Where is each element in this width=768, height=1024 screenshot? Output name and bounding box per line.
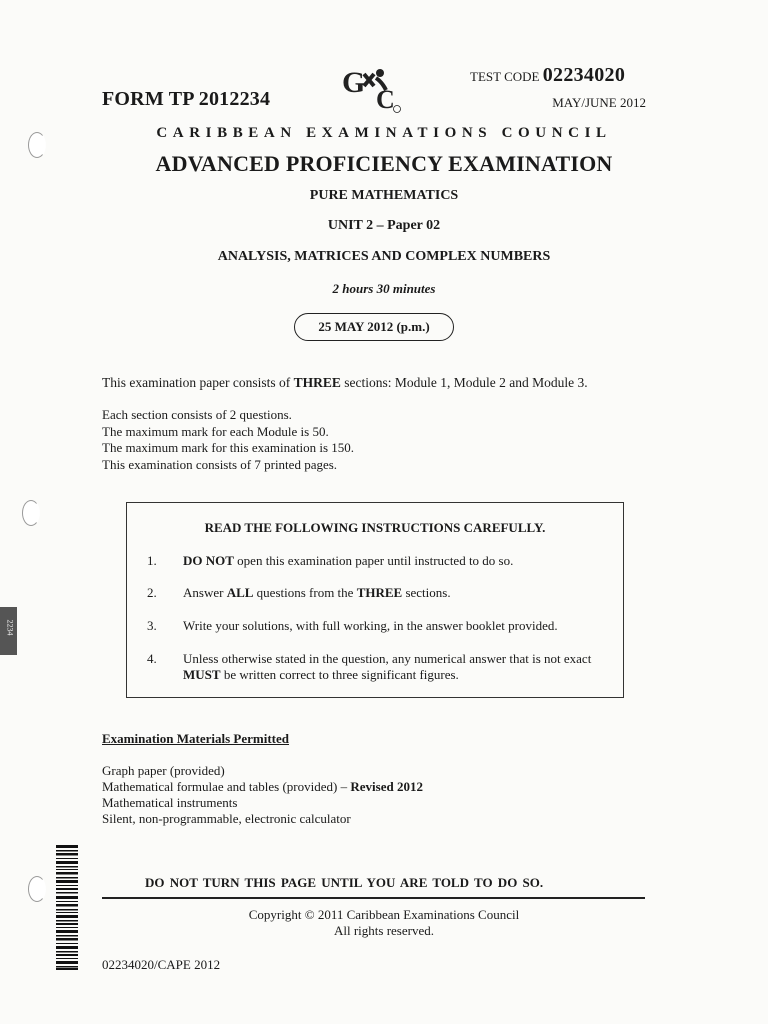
test-code: TEST CODE 02234020: [470, 64, 626, 86]
materials-heading: Examination Materials Permitted: [102, 731, 290, 746]
subject: PURE MATHEMATICS: [309, 188, 459, 203]
detail-line: Each section consists of 2 questions.: [102, 407, 292, 422]
unit: UNIT 2 – Paper 02: [327, 218, 441, 233]
do-not-turn-warning: DO NOT TURN THIS PAGE UNTIL YOU ARE TOLD TO DO SO.: [145, 875, 544, 890]
exam-details: [102, 407, 354, 473]
punch-hole: [28, 876, 46, 902]
exam-date: 25 MAY 2012 (p.m.): [294, 313, 454, 341]
detail-line: The maximum mark for each Module is 50.: [102, 423, 329, 439]
instructions-heading: READ THE FOLLOWING INSTRUCTIONS CAREFULLY.: [204, 520, 546, 535]
cxc-logo-icon: [342, 64, 406, 114]
paper-title: ANALYSIS, MATRICES AND COMPLEX NUMBERS: [217, 249, 551, 264]
materials-list: [102, 763, 423, 827]
material-item: Mathematical instruments: [102, 795, 238, 810]
duration: 2 hours 30 minutes: [332, 281, 436, 296]
material-item: Mathematical formulae and tables (provided) – Revised 2012: [102, 779, 423, 794]
detail-line: The maximum mark for this examination is 150.: [102, 440, 355, 455]
svg-text:C: C: [376, 85, 395, 114]
punch-hole: [22, 500, 40, 526]
council-name: CARIBBEAN EXAMINATIONS COUNCIL: [156, 125, 612, 141]
material-item: Graph paper (provided): [102, 763, 225, 778]
exam-name: ADVANCED PROFICIENCY EXAMINATION: [155, 151, 613, 176]
svg-text:G: G: [342, 66, 366, 99]
side-tab: 2234: [0, 607, 17, 655]
copyright: Copyright © 2011 Caribbean Examinations Council All rights reserved.: [248, 907, 520, 938]
form-code: FORM TP 2012234: [102, 88, 271, 110]
exam-session: MAY/JUNE 2012: [552, 95, 646, 110]
intro-text: This examination paper consists of THREE sections: Module 1, Module 2 and Module 3.: [102, 375, 588, 390]
footer-code: 02234020/CAPE 2012: [102, 957, 221, 972]
detail-line: This examination consists of 7 printed pages.: [102, 456, 338, 472]
divider: [102, 897, 645, 899]
material-item: Silent, non-programmable, electronic calculator: [102, 811, 351, 826]
instructions-box: READ THE FOLLOWING INSTRUCTIONS CAREFULLY. 1. DO NOT open this examination paper until instructed to do so. 2. Answer ALL questions from the THREE sections. 3. Write your solutions, with full working, in the answer booklet provided. 4. Unless otherwise stated in the question, any numerical answer that is not exact MUST be written correct to three significant figures.: [126, 502, 624, 698]
